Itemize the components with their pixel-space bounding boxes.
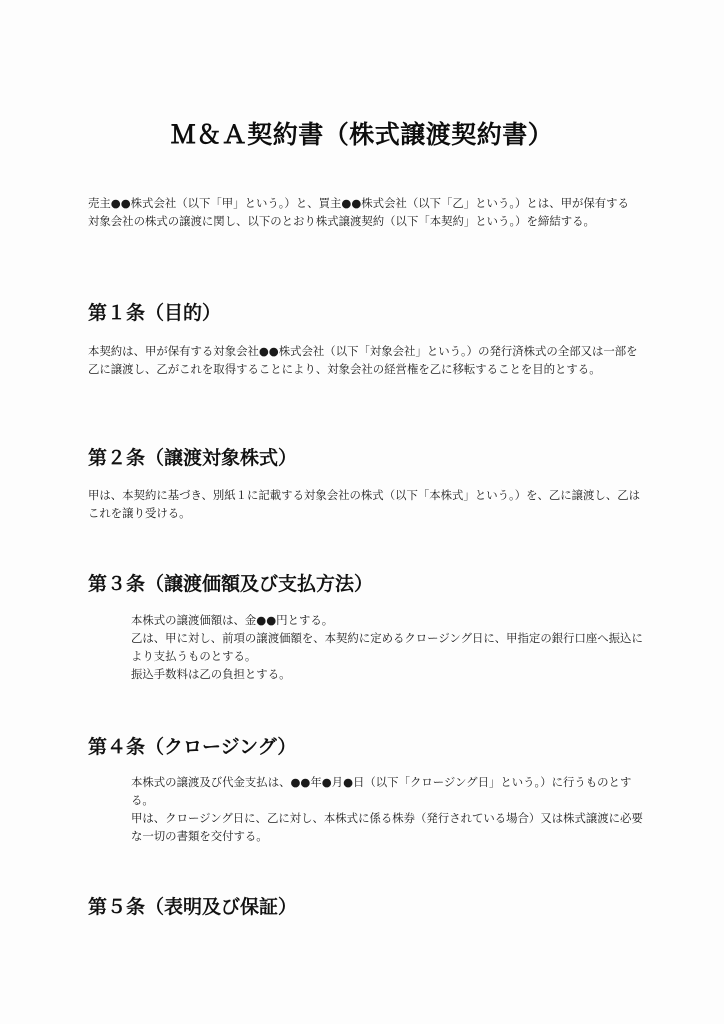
article-2-heading: 第２条（譲渡対象株式） [88, 447, 298, 469]
article-3-body [131, 611, 643, 683]
article-2-paragraph-1: 甲は、本契約に基づき、別紙１に記載する対象会社の株式（以下「本株式」という。）を、乙に譲渡し、乙はこれを譲り受ける。 [88, 488, 640, 520]
preamble-paragraph: 売主●●株式会社（以下「甲」という。）と、買主●●株式会社（以下「乙」という。）とは、甲が保有する対象会社の株式の譲渡に関し、以下のとおり株式譲渡契約（以下「本契約」という。）を締結する。 [88, 196, 629, 228]
article-4-heading: 第４条（クロージング） [88, 736, 297, 758]
article-3-heading: 第３条（譲渡価額及び支払方法） [88, 573, 374, 595]
article-1-paragraph-1: 本契約は、甲が保有する対象会社●●株式会社（以下「対象会社」という。）の発行済株式の全部又は一部を乙に譲渡し、乙がこれを取得することにより、対象会社の経営権を乙に移転することを目的とする。 [88, 344, 638, 376]
article-1-body [88, 342, 640, 378]
article-3-paragraph-2: 乙は、甲に対し、前項の譲渡価額を、本契約に定めるクロージング日に、甲指定の銀行口座へ振込により支払うものとする。 [131, 631, 643, 663]
article-4-paragraph-2: 甲は、クロージング日に、乙に対し、本株式に係る株券（発行されている場合）又は株式譲渡に必要な一切の書類を交付する。 [131, 811, 643, 843]
article-5-heading: 第５条（表明及び保証） [88, 896, 298, 918]
article-3-paragraph-3: 振込手数料は乙の負担とする。 [131, 667, 291, 681]
document-title: Ｍ＆Ａ契約書（株式譲渡契約書） [170, 120, 554, 149]
article-3-paragraph-1: 本株式の譲渡価額は、金●●円とする。 [131, 613, 334, 627]
article-1-heading: 第１条（目的） [88, 302, 222, 324]
article-4-body [131, 773, 643, 845]
article-4-paragraph-1: 本株式の譲渡及び代金支払は、●●年●月●日（以下「クロージング日」という。）に行うものとする。 [131, 775, 632, 807]
article-2-body [88, 486, 640, 522]
